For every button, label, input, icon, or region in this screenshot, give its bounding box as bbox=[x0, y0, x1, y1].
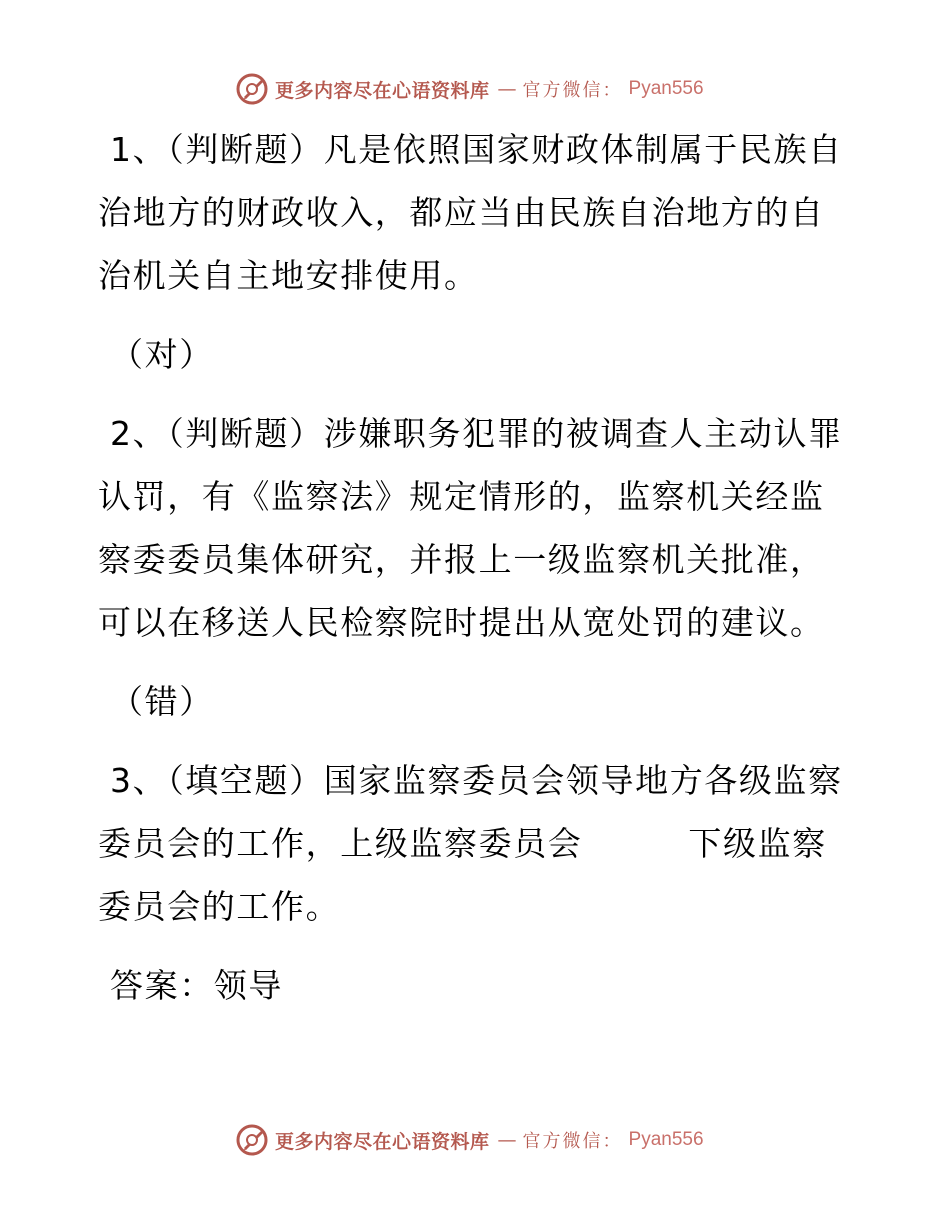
question-2-text: 涉嫌职务犯罪的被调查人主动认罪认罚，有《监察法》规定情形的，监察机关经监察委委员集体研究，并报上一级监察机关批准，可以在移送人民检察院时提出从宽处罚的建议。 bbox=[98, 414, 843, 642]
question-2-answer: （错） bbox=[110, 682, 214, 721]
question-3 bbox=[98, 749, 858, 938]
header-brand: 更多内容尽在心语资料库 bbox=[275, 79, 490, 102]
question-3-type: （填空题） bbox=[167, 761, 324, 800]
quill-logo-icon bbox=[235, 1123, 269, 1157]
footer-brand: 更多内容尽在心语资料库 bbox=[275, 1130, 490, 1153]
header-banner bbox=[235, 71, 704, 107]
question-3-text-before-blank: 国家监察委员会领导地方各级监察委员会的工作，上级监察委员会 bbox=[98, 761, 843, 863]
question-1-type: （判断题） bbox=[167, 130, 324, 169]
document-body bbox=[98, 118, 858, 1017]
footer-wechat-id: Pyan556 bbox=[628, 1129, 704, 1150]
question-3-answer: 答案：领导 bbox=[110, 966, 283, 1005]
question-1-text: 凡是依照国家财政体制属于民族自治地方的财政收入，都应当由民族自治地方的自治机关自主地安排使用。 bbox=[98, 130, 843, 295]
header-official-label: 官方微信： bbox=[522, 80, 623, 101]
question-1-number: 1、 bbox=[110, 130, 168, 169]
footer-banner bbox=[235, 1122, 704, 1158]
question-3-text-after-blank: 下级监察委员会的工作。 bbox=[98, 824, 827, 926]
header-dash: — bbox=[497, 78, 515, 100]
quill-logo-icon bbox=[235, 72, 269, 106]
footer-official-label: 官方微信： bbox=[522, 1131, 623, 1152]
header-wechat-id: Pyan556 bbox=[628, 78, 704, 99]
question-1-answer: （对） bbox=[110, 335, 214, 374]
question-2 bbox=[98, 402, 858, 654]
question-2-number: 2、 bbox=[110, 414, 168, 453]
footer-dash: — bbox=[497, 1129, 515, 1151]
question-3-number: 3、 bbox=[110, 761, 168, 800]
question-2-type: （判断题） bbox=[167, 414, 324, 453]
question-1 bbox=[98, 118, 858, 307]
